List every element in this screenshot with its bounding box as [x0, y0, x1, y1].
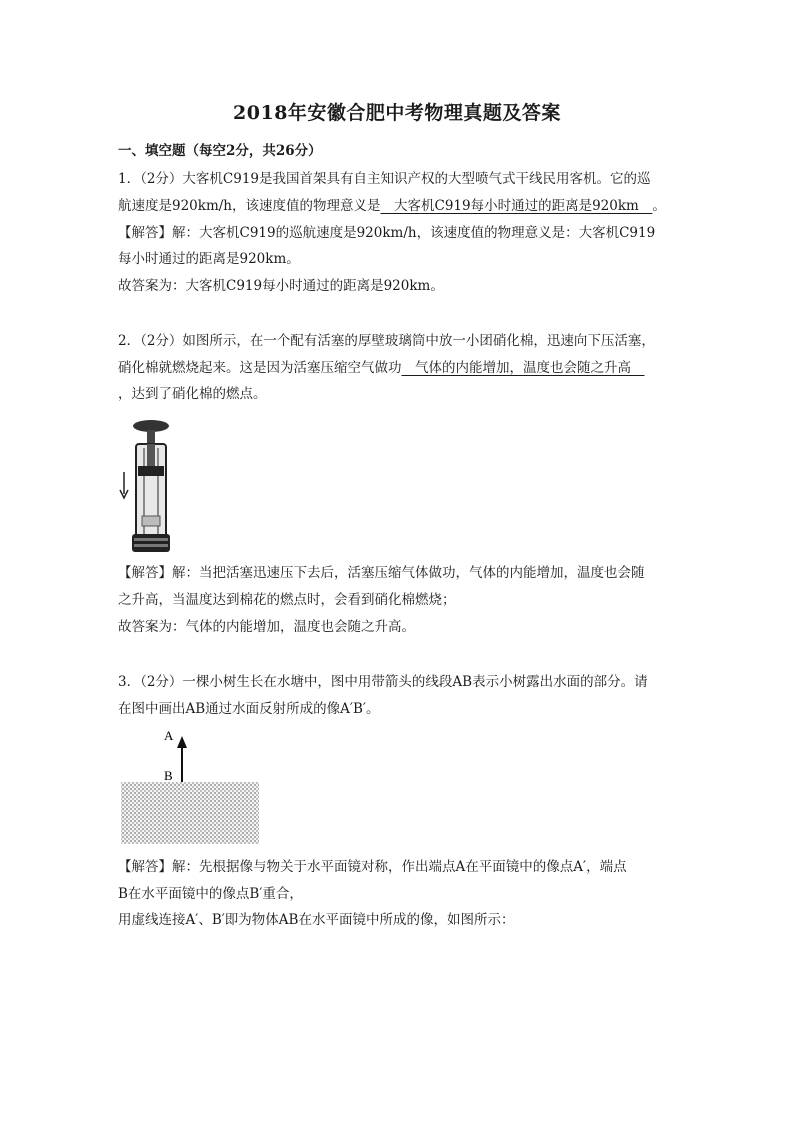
section-heading: 一、填空题（每空2分，共26分）	[118, 143, 322, 159]
water-surface	[121, 782, 259, 844]
page-title: 2018年安徽合肥中考物理真题及答案	[233, 102, 561, 124]
q2-line1: 2．（2分）如图所示，在一个配有活塞的厚壁玻璃筒中放一小团硝化棉，迅速向下压活塞，	[118, 333, 655, 349]
q3-line2: 在图中画出AB通过水面反射所成的像A′B′。	[118, 701, 380, 717]
q3-line1: 3．（2分）一棵小树生长在水塘中，图中用带箭头的线段AB表示小树露出水面的部分。请	[118, 674, 648, 690]
arrow-up-icon	[177, 736, 187, 748]
label-a: A	[164, 728, 174, 743]
q2-answer-blank: 气体的内能增加，温度也会随之升高	[401, 360, 645, 376]
nitrocellulose-cotton	[142, 516, 160, 526]
q1-answer-blank: 大客机C919每小时通过的距离是920km	[380, 198, 653, 214]
q3-analysis-line3: 用虚线连接A′、B′即为物体AB在水平面镜中所成的像，如图所示：	[118, 912, 515, 928]
q1-analysis-line1: 【解答】解：大客机C919的巡航速度是920km/h，该速度值的物理意义是：大客机C919	[118, 225, 656, 241]
q2-line2-pre: 硝化棉就燃烧起来。这是因为活塞压缩空气做功	[118, 360, 402, 376]
q1-line2-post: 。	[652, 198, 666, 214]
q2-answer: 故答案为：气体的内能增加，温度也会随之升高。	[118, 619, 415, 635]
q1-line1: 1．（2分）大客机C919是我国首架具有自主知识产权的大型喷气式干线民用客机。它的巡	[118, 171, 651, 187]
piston-head	[138, 466, 164, 476]
q2-analysis-line1: 【解答】解：当把活塞迅速压下去后，活塞压缩气体做功，气体的内能增加，温度也会随	[118, 565, 645, 581]
q1-line2	[118, 196, 698, 216]
q3-analysis-line1: 【解答】解：先根据像与物关于水平面镜对称，作出端点A在平面镜中的像点A′，端点	[118, 859, 627, 875]
q3-analysis-line2: B在水平面镜中的像点B′重合，	[118, 886, 303, 902]
q2-line2	[118, 358, 698, 378]
q1-analysis-line2: 每小时通过的距离是920km。	[118, 251, 300, 267]
cylinder-base	[132, 534, 170, 552]
label-b: B	[164, 768, 173, 783]
q2-analysis-line2: 之升高，当温度达到棉花的燃点时，会看到硝化棉燃烧；	[118, 592, 456, 608]
water-tree-figure	[118, 724, 263, 846]
piston-rod	[147, 430, 155, 444]
q2-line3: ，达到了硝化棉的燃点。	[118, 386, 267, 402]
q1-answer: 故答案为：大客机C919每小时通过的距离是920km。	[118, 278, 444, 294]
piston-cylinder-figure	[118, 416, 178, 556]
q1-line2-pre: 航速度是920km/h，该速度值的物理意义是	[118, 198, 381, 214]
